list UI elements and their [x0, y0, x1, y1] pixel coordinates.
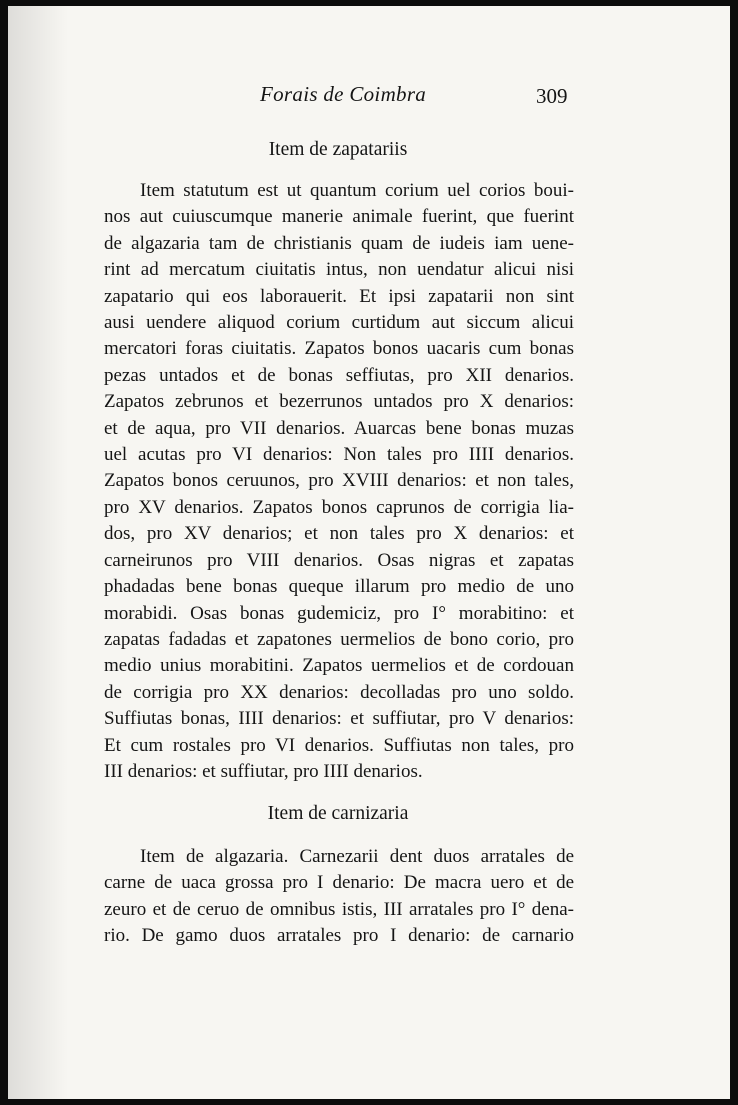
- text-line: de corrigia pro XX denarios: decolladas pro uno soldo.: [104, 681, 574, 703]
- section-text-carnizaria: [104, 844, 574, 950]
- text-line: dos, pro XV denarios; et non tales pro X denarios: et: [104, 523, 574, 545]
- text-line: Item de algazaria. Carnezarii dent duos arratales de: [140, 846, 574, 867]
- text-line: rio. De gamo duos arratales pro I denario: de carnario: [104, 925, 574, 947]
- text-line: pezas untados et de bonas seffiutas, pro XII denarios.: [104, 364, 574, 386]
- text-line: de algazaria tam de christianis quam de iudeis iam uene-: [104, 232, 574, 254]
- text-line: rint ad mercatum ciuitatis intus, non uendatur alicui nisi: [104, 259, 574, 281]
- page-number: 309: [536, 84, 568, 108]
- section-heading-carnizaria: Item de carnizaria: [267, 803, 409, 824]
- text-line: phadadas bene bonas queque illarum pro medio de uno: [104, 576, 574, 598]
- text-line: zeuro et de ceruo de omnibus istis, III arratales pro I° dena-: [104, 898, 574, 920]
- text-line: III denarios: et suffiutar, pro IIII denarios.: [104, 760, 423, 782]
- text-line: Zapatos bonos ceruunos, pro XVIII denarios: et non tales,: [104, 470, 574, 492]
- text-line: carneirunos pro VIII denarios. Osas nigras et zapatas: [104, 549, 574, 571]
- text-line: uel acutas pro VI denarios: Non tales pro IIII denarios.: [104, 444, 574, 466]
- text-line: ausi uendere aliquod corium curtidum aut siccum alicui: [104, 312, 574, 334]
- book-page: [8, 6, 730, 1099]
- section-heading-zapatariis: Item de zapatariis: [268, 139, 408, 160]
- running-title: Forais de Coimbra: [260, 82, 427, 106]
- section-text-zapatariis: [104, 178, 574, 785]
- text-line: nos aut cuiuscumque manerie animale fuerint, que fuerint: [104, 206, 574, 228]
- text-line: medio unius morabitini. Zapatos uermelios et de cordouan: [104, 655, 574, 677]
- text-line: pro XV denarios. Zapatos bonos caprunos de corrigia lia-: [104, 496, 574, 518]
- text-line: morabidi. Osas bonas gudemiciz, pro I° morabitino: et: [104, 602, 574, 624]
- page-header: [8, 76, 730, 108]
- text-line: Suffiutas bonas, IIII denarios: et suffiutar, pro V denarios:: [104, 708, 574, 730]
- text-line: mercatori foras ciuitatis. Zapatos bonos uacaris cum bonas: [104, 338, 574, 360]
- text-line: Et cum rostales pro VI denarios. Suffiutas non tales, pro: [104, 734, 574, 756]
- text-line: carne de uaca grossa pro I denario: De macra uero et de: [104, 872, 574, 894]
- text-line: zapatas fadadas et zapatones uermelios de bono corio, pro: [104, 628, 574, 650]
- text-line: Zapatos zebrunos et bezerrunos untados pro X denarios:: [104, 391, 574, 413]
- text-line: zapatario qui eos laborauerit. Et ipsi zapatarii non sint: [104, 285, 574, 307]
- text-line: et de aqua, pro VII denarios. Auarcas bene bonas muzas: [104, 417, 574, 439]
- text-line: Item statutum est ut quantum corium uel corios boui-: [140, 180, 574, 201]
